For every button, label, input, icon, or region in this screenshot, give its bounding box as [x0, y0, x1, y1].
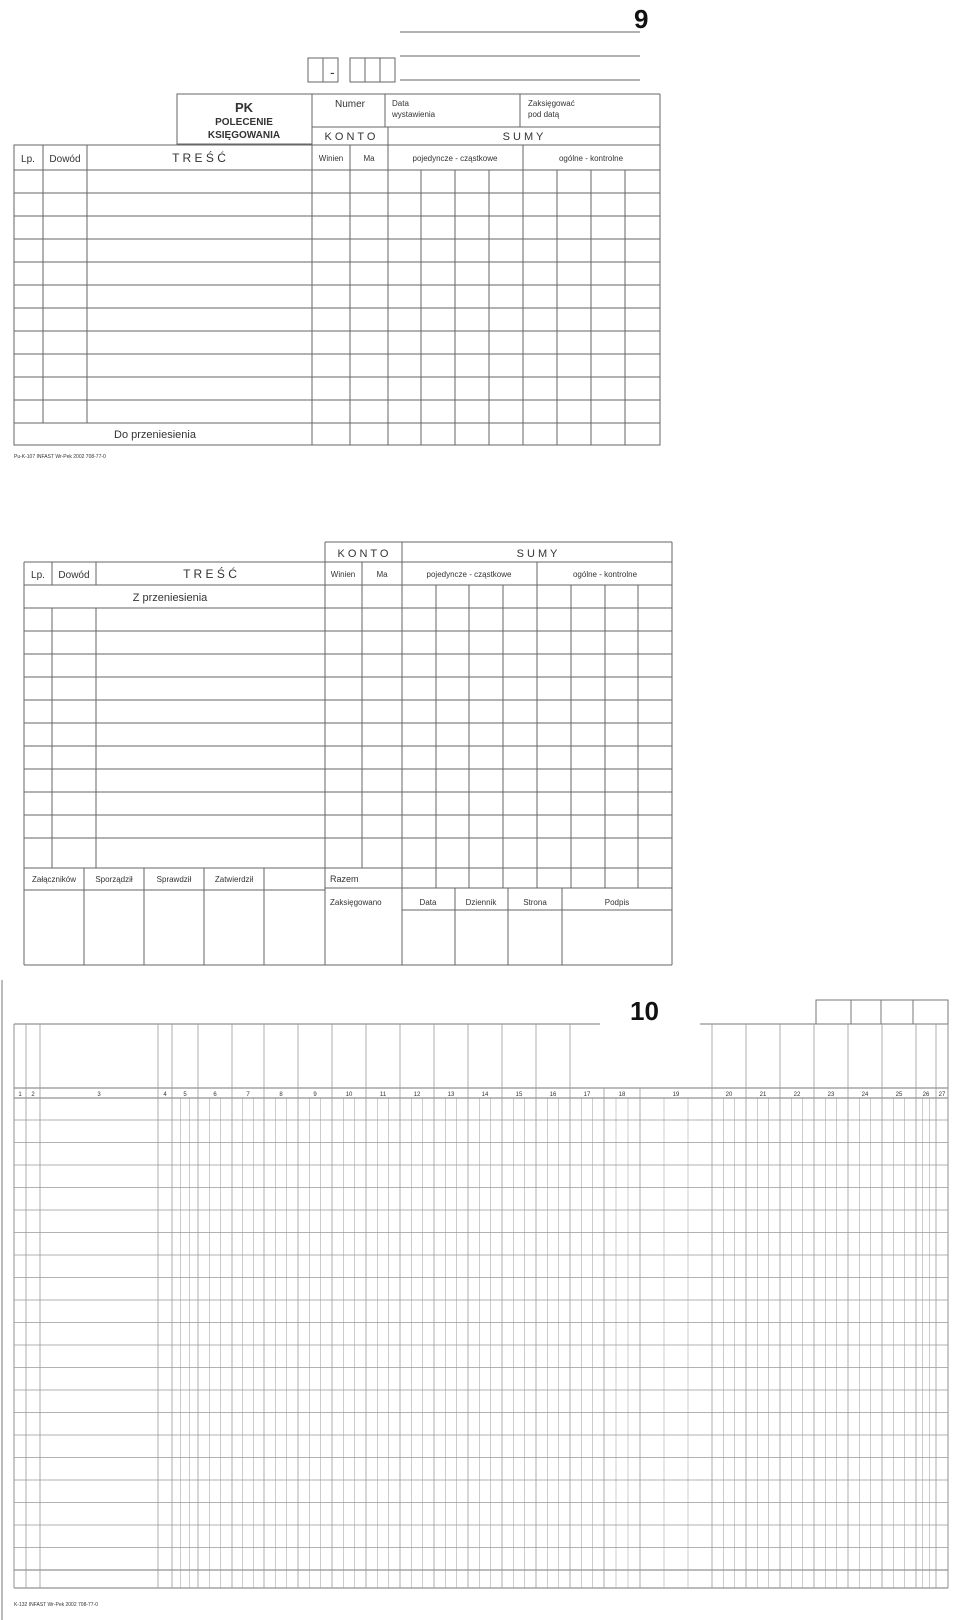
konto-header-2: K O N T O — [337, 548, 389, 560]
strona-label: Strona — [523, 898, 547, 907]
ma-header: Ma — [363, 154, 375, 163]
data-label-l1: Data — [392, 99, 409, 108]
dowod-header-2: Dowód — [58, 570, 90, 581]
ledger-column-number: 11 — [379, 1092, 387, 1098]
ledger-column-number: 25 — [895, 1092, 903, 1098]
ledger-column-number: 12 — [413, 1092, 421, 1098]
pk-title-line2: KSIĘGOWANIA — [207, 130, 281, 141]
ledger-column-number: 5 — [183, 1092, 187, 1098]
sporzadzil-label: Sporządził — [95, 875, 133, 884]
form1-footer: Pu-K-107 INFAST Wr-Pek 2002 708-77-0 — [14, 454, 106, 460]
ma-header-2: Ma — [376, 570, 388, 579]
ledger-column-number: 3 — [97, 1092, 101, 1098]
ledger-footer: K-132 INFAST Wr-Pek 2002 708-77-0 — [14, 1602, 99, 1608]
pk-form-continuation — [0, 530, 960, 970]
ledger-column-number: 14 — [481, 1092, 489, 1098]
zaksiegowac-l1: Zaksięgować — [528, 99, 575, 108]
ledger-column-number: 20 — [725, 1092, 733, 1098]
winien-header: Winien — [318, 154, 344, 163]
tresc-header: T R E Ś Ć — [172, 151, 226, 165]
ledger-column-number: 24 — [861, 1092, 869, 1098]
ledger-column-number: 6 — [213, 1092, 217, 1098]
tresc-header-2: T R E Ś Ć — [183, 567, 237, 581]
ledger-column-number: 10 — [345, 1092, 353, 1098]
sprawdzil-label: Sprawdził — [156, 875, 192, 884]
razem-label: Razem — [330, 874, 359, 884]
do-przeniesienia-label: Do przeniesienia — [114, 429, 196, 441]
dziennik-label: Dziennik — [465, 898, 497, 907]
konto-header: K O N T O — [324, 131, 376, 143]
winien-header-2: Winien — [330, 570, 356, 579]
pk-title: PK — [234, 100, 254, 115]
pk-form-top — [0, 0, 960, 470]
ledger-column-number: 16 — [549, 1092, 557, 1098]
code-separator: - — [330, 64, 335, 80]
ledger-grid — [0, 980, 960, 1620]
pojedyncze-header: pojedyncze - cząstkowe — [412, 154, 498, 163]
pk-title-line1: POLECENIE — [215, 117, 273, 128]
ledger-column-number: 15 — [515, 1092, 523, 1098]
zaksiegowano-label: Zaksięgowano — [330, 898, 382, 907]
ogolne-header-2: ogólne - kontrolne — [572, 570, 638, 579]
zatwierdzil-label: Zatwierdził — [214, 875, 254, 884]
page-number-9: 9 — [634, 4, 649, 34]
ledger-column-number: 26 — [922, 1092, 930, 1098]
lp-header-2: Lp. — [31, 570, 45, 581]
ledger-column-number: 13 — [447, 1092, 455, 1098]
ledger-column-number: 4 — [163, 1092, 167, 1098]
lp-header: Lp. — [21, 154, 35, 165]
sumy-header: S U M Y — [502, 131, 544, 143]
ledger-column-number: 19 — [672, 1092, 680, 1098]
ledger-column-number: 7 — [246, 1092, 250, 1098]
ledger-column-number: 9 — [313, 1092, 317, 1098]
podpis-label: Podpis — [604, 898, 630, 907]
ledger-column-number: 1 — [18, 1092, 22, 1098]
zalacznikow-label: Załączników — [31, 875, 77, 884]
ledger-column-number: 18 — [618, 1092, 626, 1098]
data-label: Data — [419, 898, 437, 907]
ogolne-header: ogólne - kontrolne — [558, 154, 624, 163]
ledger-column-number: 27 — [938, 1092, 946, 1098]
z-przeniesienia-label: Z przeniesienia — [132, 592, 208, 604]
ledger-column-number: 22 — [793, 1092, 801, 1098]
ledger-column-number: 2 — [31, 1092, 35, 1098]
ledger-column-number: 21 — [759, 1092, 767, 1098]
ledger-column-number: 8 — [279, 1092, 283, 1098]
page-number-10: 10 — [630, 996, 659, 1026]
data-label-l2: wystawienia — [392, 110, 436, 119]
dowod-header: Dowód — [49, 154, 81, 165]
pojedyncze-header-2: pojedyncze - cząstkowe — [426, 570, 512, 579]
zaksiegowac-l2: pod datą — [528, 110, 560, 119]
sumy-header-2: S U M Y — [516, 548, 558, 560]
numer-label: Numer — [334, 99, 366, 110]
ledger-column-number: 23 — [827, 1092, 835, 1098]
ledger-column-number: 17 — [583, 1092, 591, 1098]
